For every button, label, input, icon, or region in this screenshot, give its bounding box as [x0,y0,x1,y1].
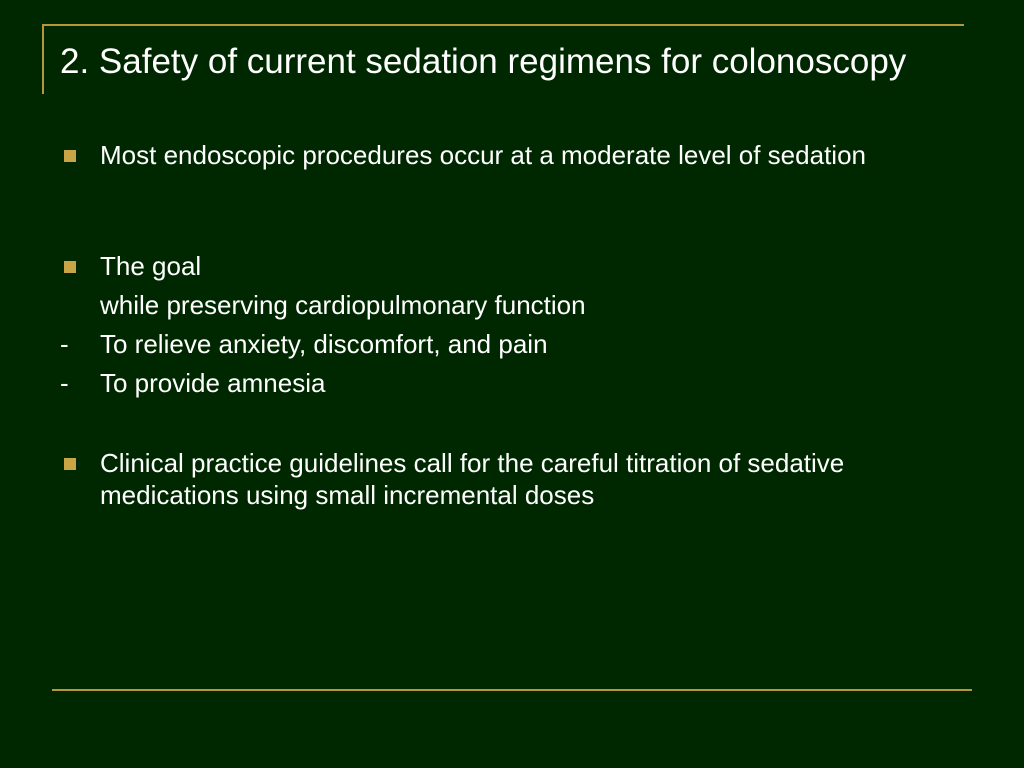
bullet-text-goal: The goal [100,251,202,281]
bullet-square-icon [64,261,76,273]
sub-item-provide-amnesia: To provide amnesia [100,368,326,398]
goal-continuation-text: while preserving cardiopulmonary function [100,290,586,320]
bullet-square-icon [64,458,76,470]
sub-item-relieve-anxiety: To relieve anxiety, discomfort, and pain [100,329,548,359]
dash-marker: - [60,329,69,359]
slide-title: 2. Safety of current sedation regimens for colonoscopy [60,42,907,81]
bullet-text-sedation-level: Most endoscopic procedures occur at a moderate level of sedation [100,140,866,170]
bullet-square-icon [64,150,76,162]
dash-marker: - [60,368,69,398]
title-rule-top [42,24,964,26]
title-rule-left [42,24,44,94]
bullet-text-guidelines: Clinical practice guidelines call for the careful titration of sedative medications using small incremental doses [100,448,845,510]
bottom-rule [52,689,972,691]
